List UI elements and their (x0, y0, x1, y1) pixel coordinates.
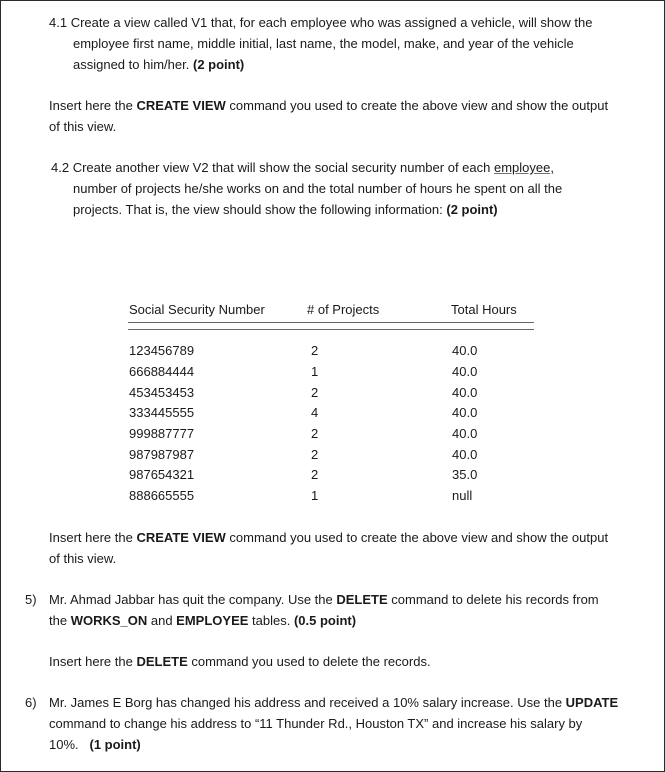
table-cell-hours: 40.0 (452, 385, 478, 400)
points-label: (0.5 point) (293, 613, 357, 628)
table-cell-ssn: 999887777 (129, 426, 195, 441)
instruction-insert-view-2 (49, 527, 649, 569)
question-text: Create a view called V1 that, for each employee who was assigned a vehicle, will show the (70, 15, 593, 30)
question-text: employee, (493, 160, 554, 175)
table-name: WORKS_ON (70, 613, 148, 628)
table-cell-projects: 2 (311, 385, 319, 400)
question-number: 4.1 (49, 15, 68, 30)
question-4-2 (49, 157, 649, 220)
question-text: Mr. Ahmad Jabbar has quit the company. Use the (49, 592, 337, 607)
table-cell-hours: 40.0 (452, 447, 478, 462)
question-text: 10%. (49, 737, 79, 752)
question-number: 6) (25, 695, 37, 710)
table-cell-ssn: 987987987 (129, 447, 195, 462)
question-text: assigned to him/her. (73, 57, 190, 72)
instruction-insert-view-1 (49, 95, 649, 137)
table-cell-ssn: 453453453 (129, 385, 195, 400)
question-text: projects. That is, the view should show the following information: (73, 202, 443, 217)
table-cell-projects: 2 (311, 426, 319, 441)
points-label: (2 point) (446, 202, 498, 217)
table-cell-projects: 1 (311, 364, 319, 379)
points-label: (2 point) (192, 57, 245, 72)
sql-command: CREATE VIEW (136, 530, 226, 545)
table-cell-projects: 4 (311, 405, 319, 420)
table-cell-projects: 2 (311, 467, 319, 482)
table-cell-hours: 35.0 (452, 467, 478, 482)
table-cell-hours: 40.0 (452, 343, 478, 358)
instruction-text: of this view. (49, 119, 117, 134)
question-text: Create another view V2 that will show the social security number of each (72, 160, 494, 175)
table-cell-ssn: 666884444 (129, 364, 195, 379)
table-cell-hours: 40.0 (452, 426, 478, 441)
table-cell-projects: 1 (311, 488, 319, 503)
question-4-1 (49, 12, 649, 75)
sql-command: DELETE (136, 654, 188, 669)
question-text: and (147, 613, 177, 628)
question-text: Mr. James E Borg has changed his address and received a 10% salary increase. Use the (49, 695, 566, 710)
sql-command: DELETE (336, 592, 388, 607)
instruction-text: Insert here the (49, 530, 137, 545)
question-text: number of projects he/she works on and the total number of hours he spent on all the (73, 181, 563, 196)
instruction-text: Insert here the (49, 654, 137, 669)
table-cell-ssn: 888665555 (129, 488, 195, 503)
table-cell-hours: 40.0 (452, 405, 478, 420)
sql-command: UPDATE (565, 695, 619, 710)
table-cell-hours: 40.0 (452, 364, 478, 379)
table-cell-hours: null (452, 488, 473, 503)
question-text: command to delete his records from (387, 592, 599, 607)
table-cell-ssn: 987654321 (129, 467, 195, 482)
instruction-text: command you used to create the above view and show the output (225, 530, 609, 545)
column-header-ssn: Social Security Number (129, 302, 265, 317)
instruction-text: of this view. (49, 551, 117, 566)
question-text: employee first name, middle initial, last name, the model, make, and year of the vehicle (73, 36, 574, 51)
question-6 (25, 692, 645, 755)
question-5 (25, 589, 645, 631)
points-label: (1 point) (89, 737, 141, 752)
question-number: 4.2 (51, 160, 70, 175)
sql-command: CREATE VIEW (136, 98, 226, 113)
column-header-projects: # of Projects (307, 302, 380, 317)
column-header-hours: Total Hours (451, 302, 517, 317)
question-text: the (49, 613, 71, 628)
instruction-text: Insert here the (49, 98, 137, 113)
table-cell-ssn: 333445555 (129, 405, 195, 420)
question-number: 5) (25, 592, 37, 607)
question-text: tables. (248, 613, 294, 628)
instruction-insert-delete (49, 651, 649, 672)
table-name: EMPLOYEE (176, 613, 249, 628)
table-cell-ssn: 123456789 (129, 343, 195, 358)
table-cell-projects: 2 (311, 447, 319, 462)
instruction-text: command you used to delete the records. (187, 654, 431, 669)
question-text: command to change his address to “11 Thunder Rd., Houston TX” and increase his salary by (49, 716, 583, 731)
table-cell-projects: 2 (311, 343, 319, 358)
instruction-text: command you used to create the above view and show the output (225, 98, 609, 113)
table-separator (128, 322, 534, 330)
